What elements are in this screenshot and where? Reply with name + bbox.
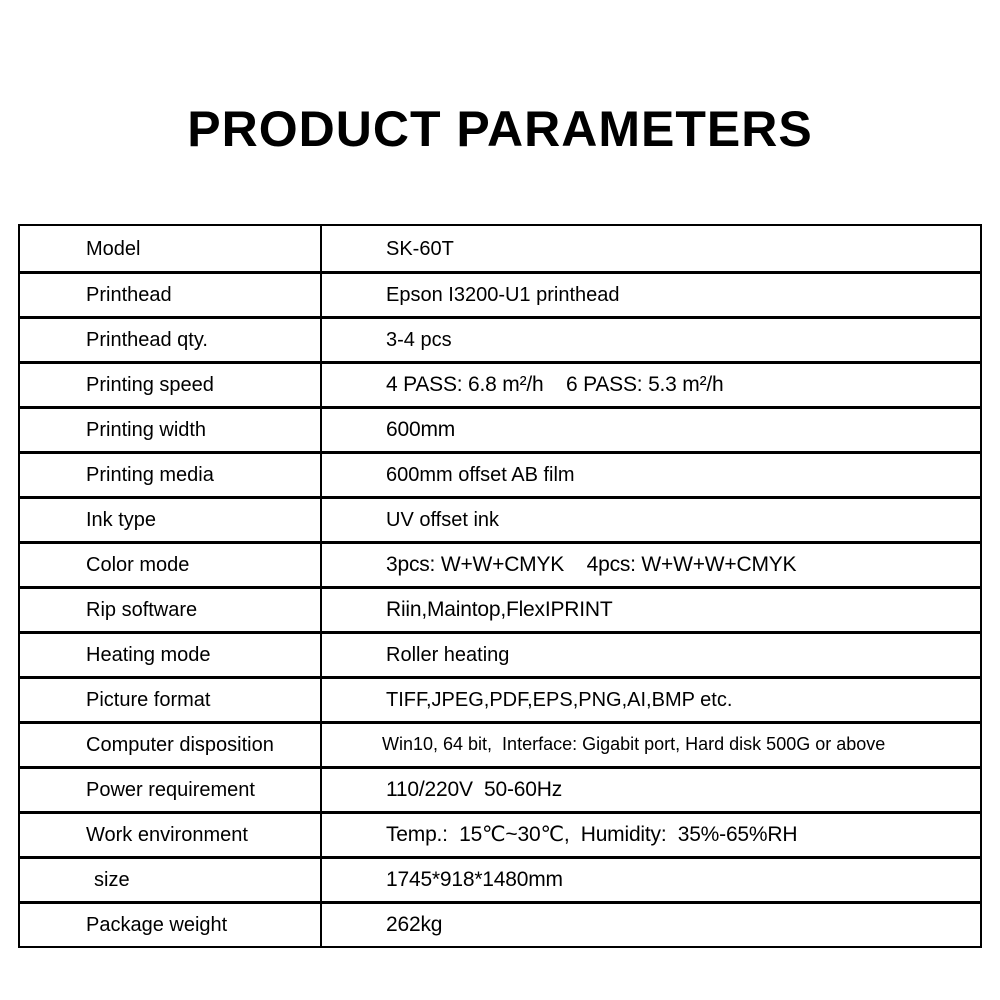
table-row-power-requirement xyxy=(20,766,980,811)
page-title: PRODUCT PARAMETERS xyxy=(187,101,813,157)
spec-value: Win10, 64 bit, Interface: Gigabit port, Hard disk 500G or above xyxy=(382,734,886,755)
spec-value: SK-60T xyxy=(386,237,454,260)
spec-value: Roller heating xyxy=(386,644,510,666)
table-row-model xyxy=(20,226,980,271)
table-row-color-mode xyxy=(20,541,980,586)
spec-label: Heating mode xyxy=(20,634,322,676)
spec-label: Printhead qty. xyxy=(20,319,322,361)
table-row-size xyxy=(20,856,980,901)
table-row-printhead xyxy=(20,271,980,316)
spec-value: 262kg xyxy=(386,913,443,937)
table-row-package-weight xyxy=(20,901,980,946)
table-row-ink-type xyxy=(20,496,980,541)
table-row-printing-media xyxy=(20,451,980,496)
spec-value: 3pcs: W+W+CMYK 4pcs: W+W+W+CMYK xyxy=(386,553,797,577)
spec-label: Power requirement xyxy=(20,769,322,811)
spec-label: Picture format xyxy=(20,679,322,721)
spec-label: Printhead xyxy=(20,274,322,316)
spec-label: Computer disposition xyxy=(20,724,322,766)
spec-label: Printing speed xyxy=(20,364,322,406)
spec-value: 110/220V 50-60Hz xyxy=(386,778,563,802)
spec-value: UV offset ink xyxy=(386,509,500,531)
spec-value: 600mm xyxy=(386,418,456,442)
table-row-printhead-qty xyxy=(20,316,980,361)
table-row-work-environment xyxy=(20,811,980,856)
table-row-rip-software xyxy=(20,586,980,631)
spec-value: TIFF,JPEG,PDF,EPS,PNG,AI,BMP etc. xyxy=(386,689,733,711)
spec-label: Printing media xyxy=(20,454,322,496)
spec-label: size xyxy=(20,859,322,901)
spec-value: 3-4 pcs xyxy=(386,329,452,351)
table-row-printing-speed xyxy=(20,361,980,406)
spec-value: Temp.: 15℃~30℃, Humidity: 35%-65%RH xyxy=(386,823,798,847)
table-row-computer-disposition xyxy=(20,721,980,766)
spec-label: Ink type xyxy=(20,499,322,541)
spec-label: Rip software xyxy=(20,589,322,631)
spec-value: 4 PASS: 6.8 m²/h 6 PASS: 5.3 m²/h xyxy=(386,373,724,397)
table-row-printing-width xyxy=(20,406,980,451)
spec-label: Color mode xyxy=(20,544,322,586)
spec-label: Package weight xyxy=(20,904,322,946)
table-row-picture-format xyxy=(20,676,980,721)
spec-label: Printing width xyxy=(20,409,322,451)
spec-label: Work environment xyxy=(20,814,322,856)
spec-table xyxy=(18,224,982,948)
spec-value: Epson I3200-U1 printhead xyxy=(386,284,620,306)
spec-label: Model xyxy=(20,226,322,271)
spec-value: Riin,Maintop,FlexIPRINT xyxy=(386,598,613,622)
spec-value: 1745*918*1480mm xyxy=(386,868,563,892)
spec-value: 600mm offset AB film xyxy=(386,464,575,486)
table-row-heating-mode xyxy=(20,631,980,676)
